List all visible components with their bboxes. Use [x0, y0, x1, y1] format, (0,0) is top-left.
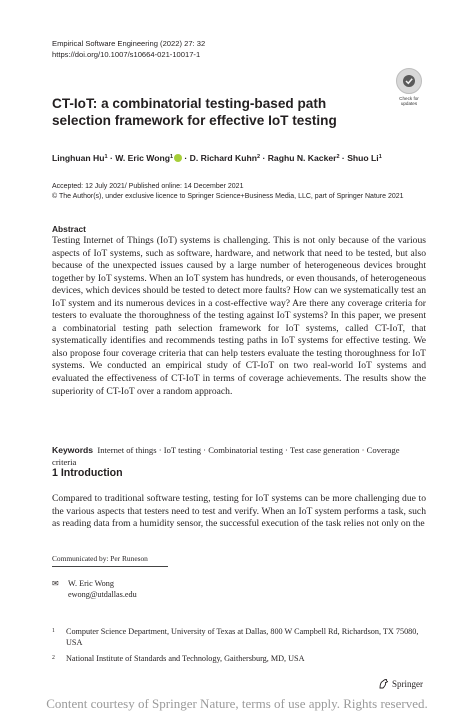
footnote-divider	[52, 566, 168, 567]
keywords-label: Keywords	[52, 445, 94, 455]
copyright-notice: © The Author(s), under exclusive licence to Springer Science+Business Media, LLC, part of Springer Nature 2021	[52, 192, 404, 200]
author-name[interactable]: W. Eric Wong	[115, 153, 170, 163]
springer-horse-icon	[378, 678, 389, 689]
journal-citation: Empirical Software Engineering (2022) 27: 32	[52, 39, 206, 48]
author-separator: ·	[339, 153, 348, 163]
communicated-by: Communicated by: Per Runeson	[52, 554, 148, 563]
author-name[interactable]: D. Richard Kuhn	[189, 153, 257, 163]
copyright-footer: Content courtesy of Springer Nature, terms of use apply. Rights reserved.	[46, 696, 428, 711]
affiliation	[52, 626, 432, 648]
envelope-icon: ✉	[52, 579, 59, 588]
author-affiliation-marker: 1	[378, 154, 382, 160]
contact-name: W. Eric Wong	[68, 579, 114, 588]
keywords-list: Internet of things · IoT testing · Combinatorial testing · Test case generation · Coverage criteria	[52, 445, 400, 468]
author-list	[52, 151, 452, 164]
author-affiliation-marker: 1	[169, 154, 174, 160]
author-affiliation-marker: 2	[257, 154, 261, 160]
affiliation-text: Computer Science Department, University of Texas at Dallas, 800 W Campbell Rd, Richardson, TX 75080, USA	[66, 627, 419, 647]
author-separator: ·	[107, 153, 116, 163]
badge-line1: Check for	[399, 96, 419, 101]
keywords	[52, 444, 426, 468]
badge-line2: updates	[400, 101, 418, 106]
abstract-heading: Abstract	[52, 224, 86, 234]
doi-link[interactable]: https://doi.org/10.1007/s10664-021-10017-1	[52, 49, 201, 59]
affiliation-number: 2	[52, 655, 55, 661]
author-affiliation-marker: 2	[336, 154, 340, 160]
journal-info	[52, 39, 205, 60]
check-updates-icon	[396, 68, 422, 94]
author-name[interactable]: Linghuan Hu	[52, 153, 105, 163]
paper-title: CT-IoT: a combinatorial testing-based path selection framework for effective IoT testing	[52, 96, 337, 128]
author-affiliation-marker: 1	[104, 154, 108, 160]
publication-dates	[52, 182, 432, 201]
publisher-name: Springer	[392, 678, 423, 689]
author-name[interactable]: Shuo Li	[347, 153, 379, 163]
accepted-date: Accepted: 12 July 2021/ Published online: 14 December 2021	[52, 183, 244, 190]
author-name[interactable]: Raghu N. Kacker	[267, 153, 337, 163]
affiliation-text: National Institute of Standards and Technology, Gaithersburg, MD, USA	[66, 654, 305, 663]
contact-email[interactable]: ewong@utdallas.edu	[68, 590, 137, 599]
section-text: Compared to traditional software testing, testing for IoT systems can be more challenging due to the various aspects that testers need to test and verify. When an IoT system performs a task, such as reading data from a humidity sensor, the successful execution of the task relies not only on the	[52, 493, 426, 530]
publisher-logo	[378, 678, 423, 689]
author-separator: ·	[260, 153, 268, 163]
abstract-text: Testing Internet of Things (IoT) systems is challenging. This is not only because of the various aspects of IoT systems, such as software, hardware, and network that need to be tested, but also because of the unexpected issues caused by a large number of heterogeneous devices brought together by IoT systems. When an IoT system has hundreds, or even thousands, of heterogeneous devices, which devices should be tested to detect more faults? How can we systematically test an IoT system and its numerous devices in a cost-effective way? Are there any coverage criteria for testers to evaluate the thoroughness of the testing against IoT systems? In this paper, we present a combinatorial testing path selection framework for IoT systems, called CT-IoT, that systematically identifies and recommends testing paths in IoT systems for effective testing. We also propose four coverage criteria that can help testers evaluate the testing thoroughness for IoT systems. We conducted an empirical study of CT-IoT on two real-world IoT systems and evaluated the effectiveness of CT-IoT in terms of coverage achievements. The results show the superiority of CT-IoT over a random approach.	[52, 235, 426, 397]
orcid-icon[interactable]	[174, 154, 182, 162]
affiliation-number: 1	[52, 628, 55, 634]
author-separator: ·	[182, 153, 190, 163]
corresponding-author	[52, 578, 137, 600]
check-for-updates-badge[interactable]	[394, 68, 424, 106]
affiliation	[52, 653, 432, 664]
section-heading: 1 Introduction	[52, 467, 123, 479]
